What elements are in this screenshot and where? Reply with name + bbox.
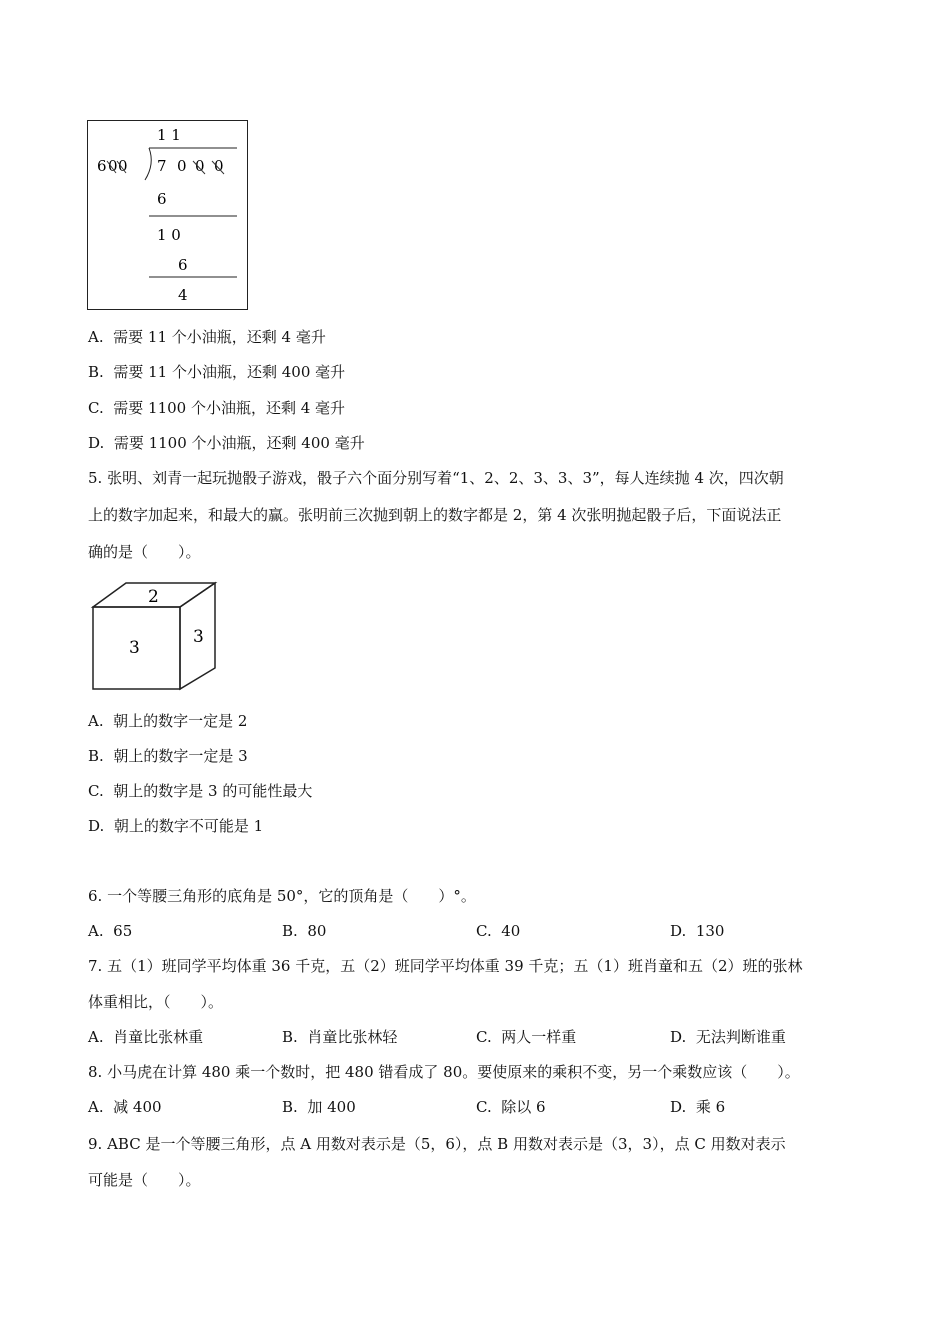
option-letter: A. [88,1098,104,1116]
dividend-digit-2: 0 [177,157,187,175]
option-text: 朝上的数字一定是 3 [113,747,248,765]
option-text: 朝上的数字一定是 2 [113,712,248,730]
division-step-1: 6 [157,190,167,208]
option-text: 无法判断谁重 [695,1028,786,1046]
q7-option-b [282,1027,397,1047]
option-letter: B. [282,1098,298,1116]
q4-option-d [88,433,365,453]
option-letter: D. [88,817,105,835]
option-text: 肖童比张林轻 [307,1028,398,1046]
option-letter: C. [476,1098,492,1116]
q7-option-c [476,1027,576,1047]
option-letter: A. [88,712,104,730]
cube-front-number: 3 [129,638,140,658]
q8-stem: 8. 小马虎在计算 480 乘一个数时，把 480 错看成了 80。要使原来的乘积不变，另一个乘数应该（ ）。 [88,1063,800,1081]
option-letter: B. [88,747,104,765]
dividend-digit-3: 0 [195,157,205,175]
option-letter: C. [88,782,104,800]
option-text: 80 [307,922,327,940]
q9-stem-line-2: 可能是（ ）。 [88,1171,201,1189]
option-letter: A. [88,1028,104,1046]
q7-stem-line-1: 7. 五（1）班同学平均体重 36 千克，五（2）班同学平均体重 39 千克；五（1）班肖童和五（2）班的张林 [88,957,803,975]
cube-side-number: 3 [193,627,204,647]
option-letter: C. [476,922,492,940]
q7-option-a [88,1027,203,1047]
option-text: 两人一样重 [501,1028,577,1046]
q6-option-c [476,921,520,941]
option-letter: D. [670,1028,687,1046]
option-letter: D. [88,434,105,452]
option-letter: C. [476,1028,492,1046]
option-text: 65 [113,922,133,940]
q5-stem-line-1: 5. 张明、刘青一起玩抛骰子游戏，骰子六个面分别写着“1、2、2、3、3、3”，每人连续抛 4 次，四次朝 [88,469,784,487]
q8-option-d [670,1097,725,1117]
q5-option-a [88,711,247,731]
q7-stem-line-2: 体重相比，（ ）。 [88,993,224,1011]
divisor-digit-1: 6 [97,157,107,175]
option-text: 朝上的数字不可能是 1 [113,817,264,835]
option-letter: D. [670,1098,687,1116]
division-step-2: 1 0 [157,226,181,244]
divisor-digit-2: 0 [108,157,118,175]
option-letter: A. [88,328,104,346]
divisor-digit-3: 0 [118,157,128,175]
q4-option-a [88,327,326,347]
q5-option-d [88,816,263,836]
q4-option-c [88,398,345,418]
long-division-figure [87,120,249,311]
option-letter: D. [670,922,687,940]
option-text: 需要 1100 个小油瓶，还剩 400 毫升 [113,434,365,452]
option-text: 130 [695,922,725,940]
cube-top-number: 2 [148,587,159,607]
q6-stem: 6. 一个等腰三角形的底角是 50°，它的顶角是（ ）°。 [88,887,476,905]
q6-option-b [282,921,326,941]
dividend-digit-1: 7 [157,157,167,175]
division-step-3: 6 [178,256,188,274]
option-text: 肖童比张林重 [113,1028,204,1046]
q6-option-a [88,921,132,941]
option-text: 40 [501,922,521,940]
option-text: 需要 11 个小油瓶，还剩 400 毫升 [113,363,346,381]
dividend-digit-4: 0 [214,157,224,175]
dice-cube-figure [90,580,220,692]
option-letter: B. [282,922,298,940]
division-quotient: 1 1 [157,126,181,144]
q8-option-a [88,1097,162,1117]
q5-option-c [88,781,312,801]
option-text: 需要 1100 个小油瓶，还剩 4 毫升 [113,399,346,417]
q5-stem-line-2: 上的数字加起来，和最大的赢。张明前三次抛到朝上的数字都是 2，第 4 次张明抛起骰子后，下面说法正 [88,506,782,524]
division-bracket [145,148,151,180]
option-letter: B. [88,363,104,381]
q8-option-c [476,1097,546,1117]
q7-option-d [670,1027,786,1047]
option-letter: C. [88,399,104,417]
option-text: 乘 6 [695,1098,726,1116]
option-text: 需要 11 个小油瓶，还剩 4 毫升 [113,328,326,346]
option-text: 加 400 [307,1098,356,1116]
q4-option-b [88,362,345,382]
option-letter: A. [88,922,104,940]
division-remainder: 4 [178,286,188,304]
option-text: 除以 6 [501,1098,546,1116]
q6-option-d [670,921,724,941]
q5-option-b [88,746,248,766]
option-text: 减 400 [113,1098,162,1116]
option-letter: B. [282,1028,298,1046]
option-text: 朝上的数字是 3 的可能性最大 [113,782,313,800]
q5-stem-line-3: 确的是（ ）。 [88,543,201,561]
q9-stem-line-1: 9. ABC 是一个等腰三角形，点 A 用数对表示是（5，6），点 B 用数对表示是（3，3），点 C 用数对表示 [88,1135,786,1153]
q8-option-b [282,1097,356,1117]
